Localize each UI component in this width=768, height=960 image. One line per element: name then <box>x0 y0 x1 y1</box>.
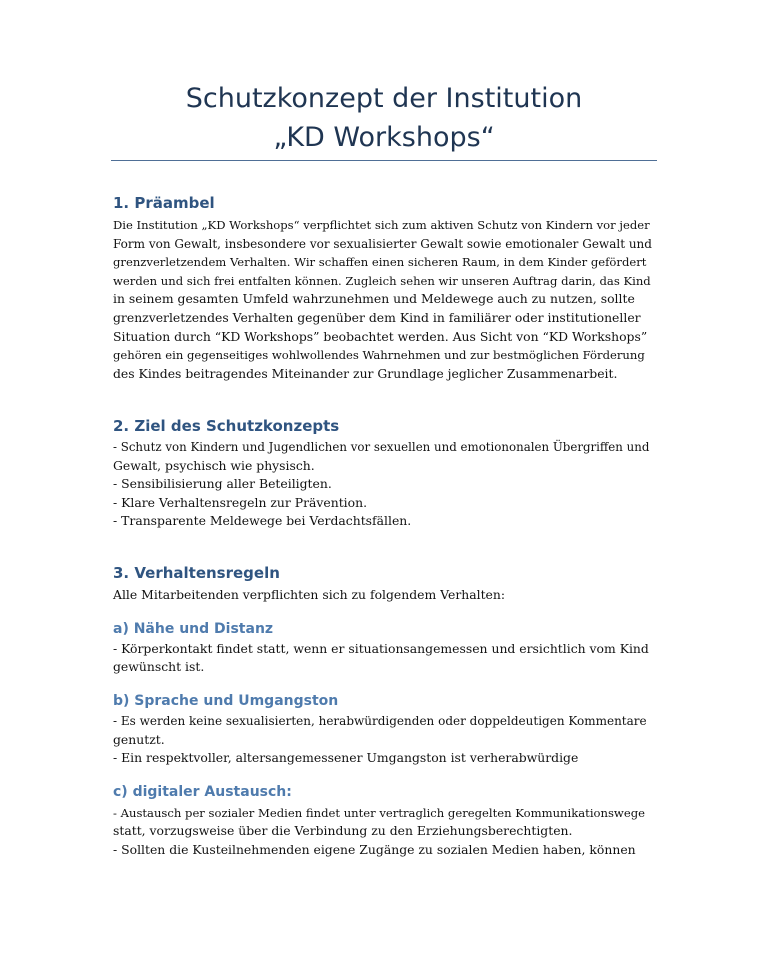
document-title-line-1: Schutzkonzept der Institution <box>185 83 583 114</box>
verhaltensregeln-intro: Alle Mitarbeitenden verpflichten sich zu folgendem Verhalten: <box>113 587 506 602</box>
ziel-line: - Sensibilisierung aller Beteiligten. <box>113 476 332 491</box>
praeambel-line: Form von Gewalt, insbesondere vor sexualisierter Gewalt sowie emotionaler Gewalt und <box>113 237 652 251</box>
praeambel-line: gehören ein gegenseitiges wohlwollendes Wahrnehmen und zur bestmöglichen Förderung <box>113 348 645 362</box>
naehe-line: - Körperkontakt findet statt, wenn er situationsangemessen und ersichtlich vom Kind <box>113 641 649 656</box>
sprache-line: - Es werden keine sexualisierten, herabwürdigenden oder doppeldeutigen Kommentare <box>113 714 647 728</box>
praeambel-line: Situation durch “KD Workshops” beobachtet werden. Aus Sicht von “KD Workshops” <box>113 329 648 344</box>
praeambel-line: in seinem gesamten Umfeld wahrzunehmen und Meldewege auch zu nutzen, sollte <box>113 291 635 306</box>
ziel-line: Gewalt, psychisch wie physisch. <box>113 458 315 473</box>
digital-line: - Austausch per sozialer Medien findet unter vertraglich geregelten Kommunikationswege <box>113 806 645 820</box>
section-heading-verhaltensregeln: 3. Verhaltensregeln <box>113 564 280 582</box>
sprache-line: - Ein respektvoller, altersangemessener Umgangston ist verherabwürdige <box>113 750 579 765</box>
praeambel-line: grenzverletzendem Verhalten. Wir schaffen einen sicheren Raum, in dem Kinder gefördert <box>113 255 647 269</box>
sprache-line: genutzt. <box>113 732 165 747</box>
document-title-line-2: „KD Workshops“ <box>273 122 495 153</box>
praeambel-line: des Kindes beitragendes Miteinander zur Grundlage jeglicher Zusammenarbeit. <box>113 366 618 381</box>
naehe-line: gewünscht ist. <box>113 659 205 674</box>
praeambel-line: werden und sich frei entfalten können. Zugleich sehen wir unseren Auftrag darin, das Kind <box>113 274 651 288</box>
ziel-line: - Schutz von Kindern und Jugendlichen vor sexuellen und emotiononalen Übergriffen und <box>113 440 650 454</box>
praeambel-line: grenzverletzendes Verhalten gegenüber dem Kind in familiärer oder institutioneller <box>113 310 641 325</box>
digital-line: statt, vorzugsweise über die Verbindung zu den Erziehungsberechtigten. <box>113 823 573 838</box>
praeambel-line: Die Institution „KD Workshops“ verpflichtet sich zum aktiven Schutz von Kindern vor jeder <box>113 218 650 232</box>
subsection-heading-naehe: a) Nähe und Distanz <box>113 621 274 637</box>
subsection-heading-digital: c) digitaler Austausch: <box>113 784 292 800</box>
subsection-heading-sprache: b) Sprache und Umgangston <box>113 693 339 709</box>
title-divider <box>111 160 657 161</box>
section-heading-praeambel: 1. Präambel <box>113 194 215 212</box>
section-heading-ziel: 2. Ziel des Schutzkonzepts <box>113 417 340 435</box>
ziel-line: - Transparente Meldewege bei Verdachtsfällen. <box>113 513 412 528</box>
digital-line: - Sollten die Kusteilnehmenden eigene Zugänge zu sozialen Medien haben, können <box>113 842 636 857</box>
ziel-line: - Klare Verhaltensregeln zur Prävention. <box>113 495 368 510</box>
